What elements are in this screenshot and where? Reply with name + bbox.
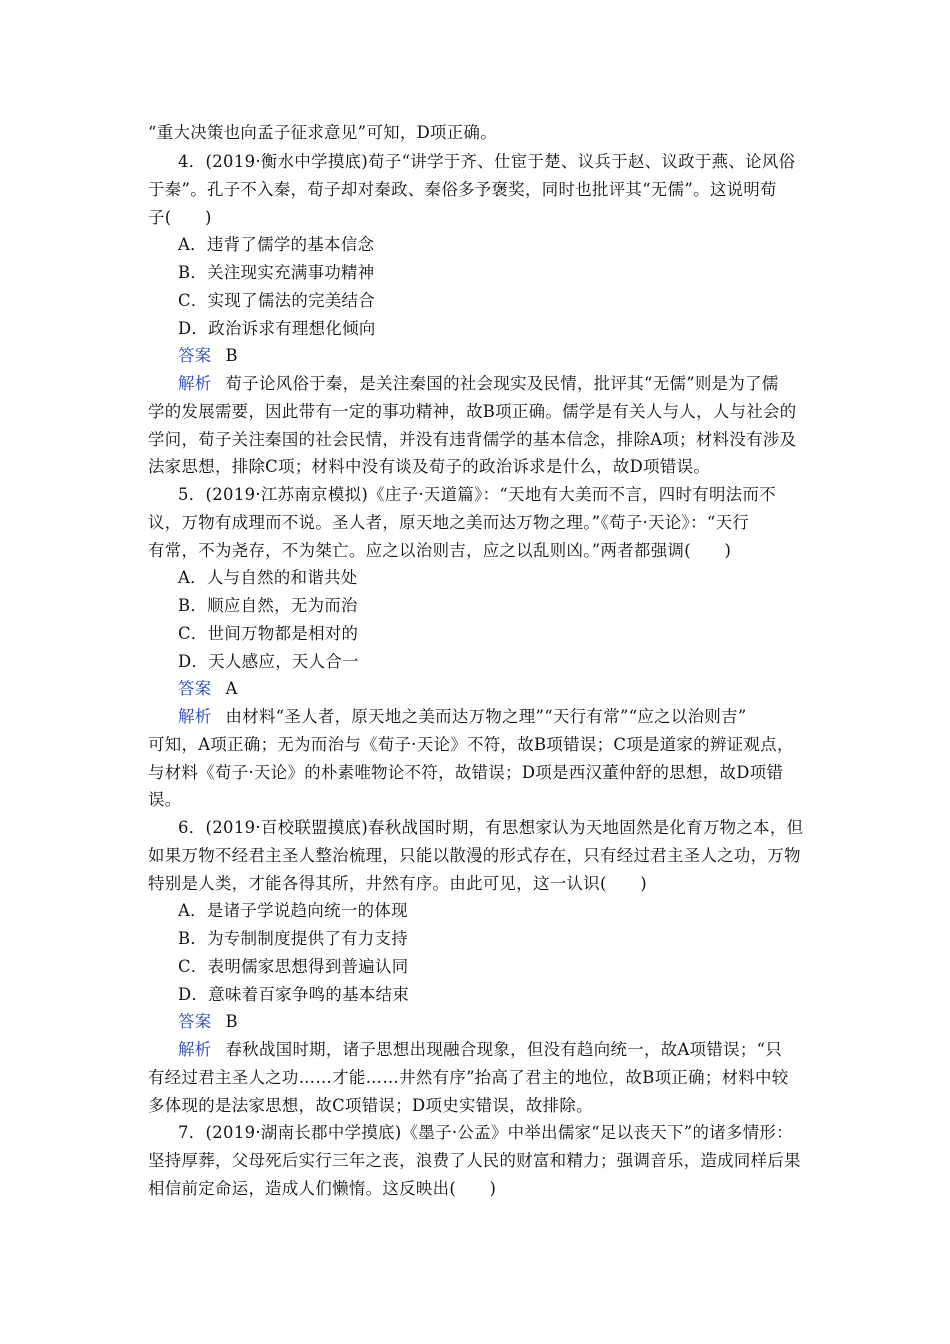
answer-label: 答案	[178, 346, 212, 365]
answer-value: A	[225, 679, 238, 698]
question-stem-line: 6．(2019·百校联盟摸底)春秋战国时期，有思想家认为天地固然是化育万物之本，但	[178, 818, 804, 837]
analysis-label: 解析	[178, 1040, 212, 1059]
option-d: D．意味着百家争鸣的基本结束	[178, 985, 410, 1004]
option-a: A．是诸子学说趋向统一的体现	[178, 901, 408, 920]
option-b: B．为专制制度提供了有力支持	[178, 929, 409, 948]
answer-label: 答案	[178, 679, 212, 698]
option-d: D．天人感应，天人合一	[178, 652, 359, 671]
answer-line	[178, 677, 838, 701]
option-d: D．政治诉求有理想化倾向	[178, 319, 376, 338]
analysis-text: 由材料“圣人者，原天地之美而达万物之理”“天行有常”“应之以治则吉”	[225, 707, 747, 726]
question-stem-line: 5．(2019·江苏南京模拟)《庄子·天道篇》：“天地有大美而不言，四时有明法而不	[178, 485, 776, 504]
answer-value: B	[225, 346, 238, 365]
option-a: A．违背了儒学的基本信念	[178, 235, 375, 254]
analysis-line	[178, 1038, 838, 1062]
analysis-line: 多体现的是法家思想，故C项错误；D项史实错误，故排除。	[148, 1096, 593, 1115]
analysis-label: 解析	[178, 707, 212, 726]
analysis-label: 解析	[178, 374, 212, 393]
intro-line: “重大决策也向孟子征求意见”可知，D项正确。	[148, 123, 498, 142]
answer-label: 答案	[178, 1012, 212, 1031]
option-c: C．表明儒家思想得到普遍认同	[178, 957, 409, 976]
question-stem-line: 坚持厚葬，父母死后实行三年之丧，浪费了人民的财富和精力；强调音乐，造成同样后果	[148, 1151, 801, 1170]
question-stem-line: 议，万物有成理而不说。圣人者，原天地之美而达万物之理。”《荀子·天论》：“天行	[148, 513, 750, 532]
analysis-text: 荀子论风俗于秦，是关注秦国的社会现实及民情，批评其“无儒”则是为了儒	[225, 374, 779, 393]
option-c: C．实现了儒法的完美结合	[178, 291, 376, 310]
option-c: C．世间万物都是相对的	[178, 624, 359, 643]
analysis-text: 春秋战国时期，诸子思想出现融合现象，但没有趋向统一，故A项错误；“只	[225, 1040, 783, 1059]
option-b: B．关注现实充满事功精神	[178, 263, 375, 282]
question-stem-line: 相信前定命运，造成人们懒惰。这反映出( )	[148, 1179, 497, 1198]
question-stem-line: 7．(2019·湖南长郡中学摸底)《墨子·公孟》中举出儒家“足以丧天下”的诸多情形：	[178, 1123, 793, 1142]
question-stem-line: 如果万物不经君主圣人整治梳理，只能以散漫的形式存在，只有经过君主圣人之功，万物	[148, 846, 801, 865]
analysis-line: 有经过君主圣人之功……才能……井然有序”抬高了君主的地位，故B项正确；材料中较	[148, 1068, 789, 1087]
answer-line	[178, 344, 838, 368]
analysis-line	[178, 372, 838, 396]
question-stem-line: 特别是人类，才能各得其所，井然有序。由此可见，这一认识( )	[148, 874, 647, 893]
question-stem-line: 4．(2019·衡水中学摸底)荀子“讲学于齐、仕宦于楚、议兵于赵、议政于燕、论风俗	[178, 152, 796, 171]
question-stem-line: 有常，不为尧存，不为桀亡。应之以治则吉，应之以乱则凶。”两者都强调( )	[148, 541, 732, 560]
answer-value: B	[225, 1012, 238, 1031]
analysis-line: 与材料《荀子·天论》的朴素唯物论不符，故错误；D项是西汉董仲舒的思想，故D项错	[148, 763, 784, 782]
option-a: A．人与自然的和谐共处	[178, 568, 358, 587]
analysis-line: 误。	[148, 790, 182, 809]
analysis-line: 学问，荀子关注秦国的社会民情，并没有违背儒学的基本信念，排除A项；材料没有涉及	[148, 430, 797, 449]
option-b: B．顺应自然，无为而治	[178, 596, 358, 615]
question-stem-line: 子( )	[148, 208, 212, 227]
analysis-line: 学的发展需要，因此带有一定的事功精神，故B项正确。儒学是有关人与人，人与社会的	[148, 402, 797, 421]
analysis-line: 可知，A项正确；无为而治与《荀子·天论》不符，故B项错误；C项是道家的辨证观点，	[148, 735, 794, 754]
answer-line	[178, 1010, 838, 1034]
analysis-line	[178, 705, 838, 729]
question-stem-line: 于秦”。孔子不入秦，荀子却对秦政、秦俗多予褒奖，同时也批评其“无儒”。这说明荀	[148, 180, 777, 199]
analysis-line: 法家思想，排除C项；材料中没有谈及荀子的政治诉求是什么，故D项错误。	[148, 457, 711, 476]
